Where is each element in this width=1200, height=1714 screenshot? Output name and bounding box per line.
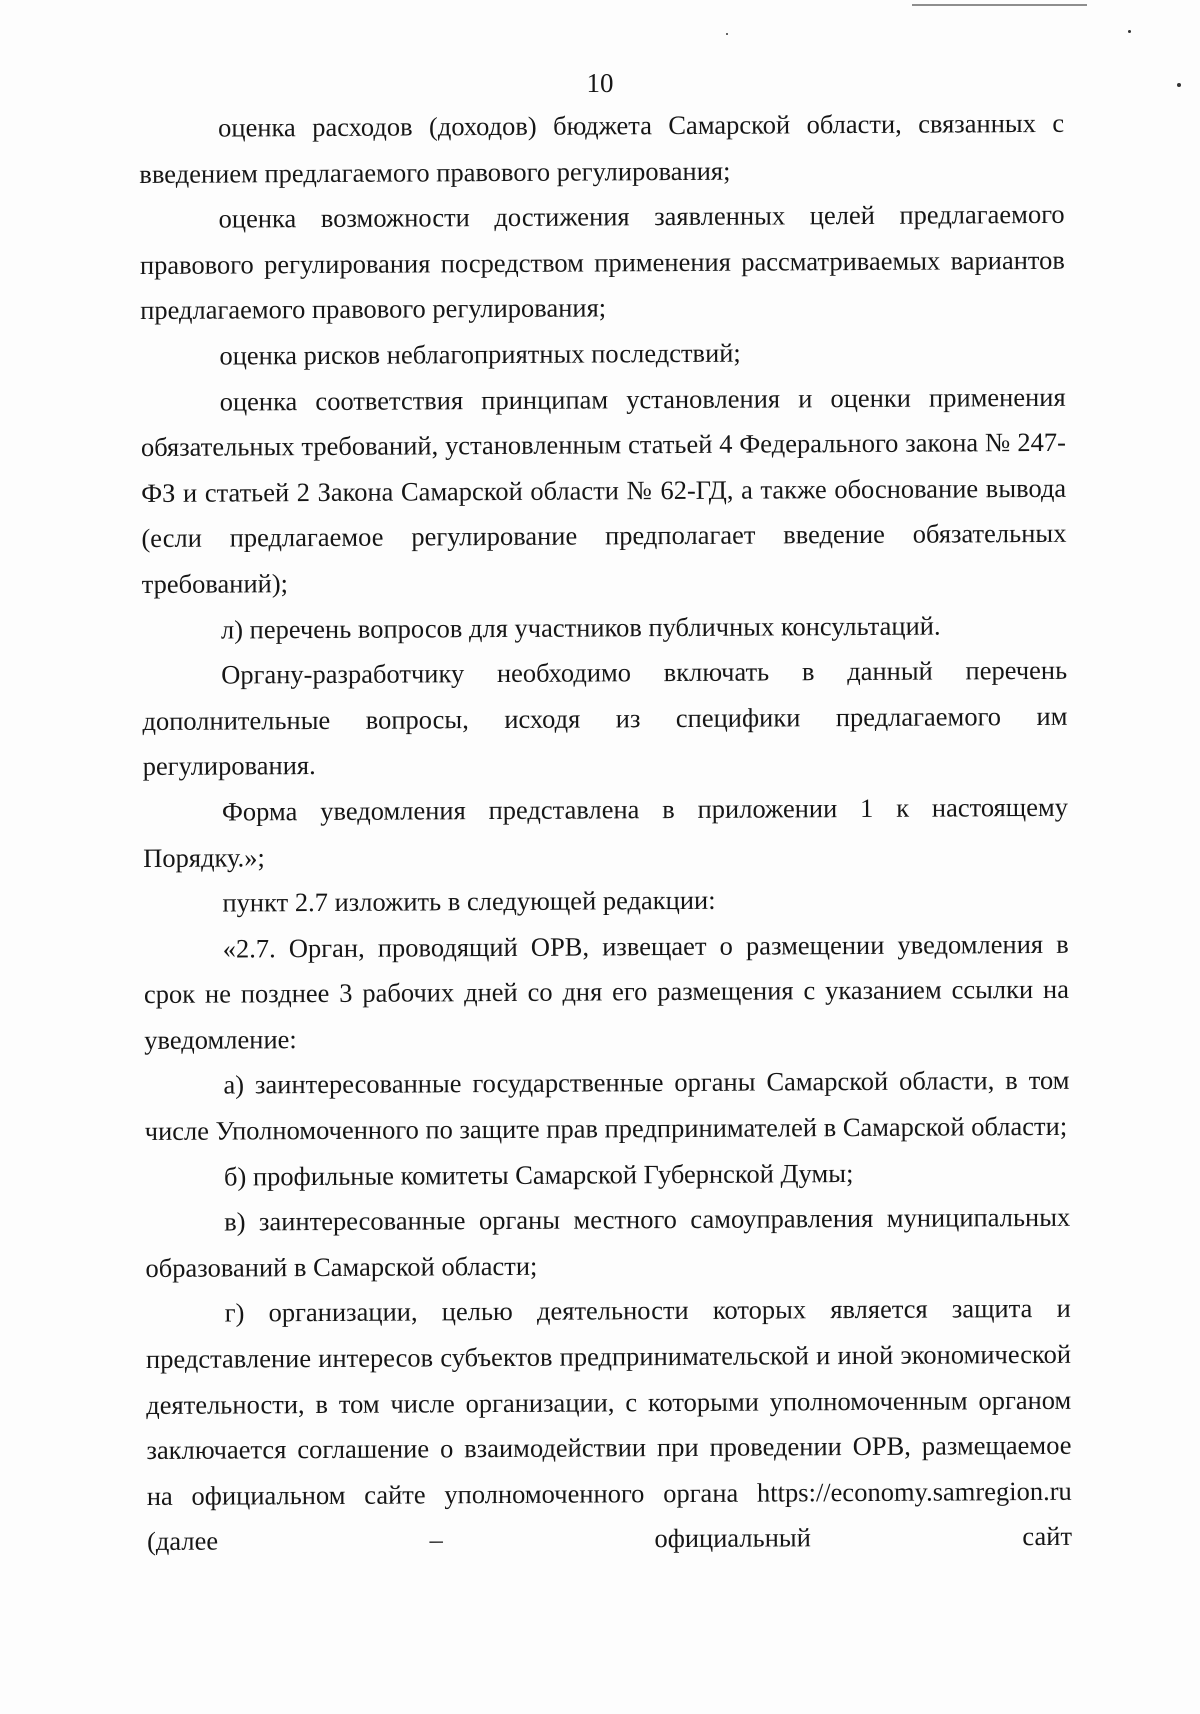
paragraph: оценка расходов (доходов) бюджета Самарской области, связанных с введением предлагаемого правового регулирования; <box>139 107 1065 189</box>
paragraph: а) заинтересованные государственные органы Самарской области, в том числе Уполномоченного по защите прав предпринимателей в Самарской области; <box>144 1065 1070 1147</box>
paragraph: оценка соответствия принципам установления и оценки применения обязательных требований, установленным статьей 4 Федерального закона № 247-ФЗ и статьей 2 Закона Самарской области № 62-ГД, а также обоснование вывода (если предлагаемое регулирование предполагает введение обязательных требований); <box>140 381 1067 599</box>
paragraph: Органу-разработчику необходимо включать в данный перечень дополнительные вопросы, исходя из специфики предлагаемого им регулирования. <box>142 654 1068 782</box>
scan-speck <box>1128 30 1131 33</box>
page-number: 10 <box>586 68 614 98</box>
paragraph: Форма уведомления представлена в приложении 1 к настоящему Порядку.»; <box>143 791 1069 873</box>
paragraph: л) перечень вопросов для участников публичных консультаций. <box>220 610 941 645</box>
paragraph: в) заинтересованные органы местного самоуправления муниципальных образований в Самарской области; <box>145 1202 1071 1283</box>
paragraph: оценка рисков неблагоприятных последствий; <box>219 337 741 371</box>
scan-speck <box>726 33 728 35</box>
paragraph: г) организации, целью деятельности которых является защита и представление интересов субъектов предпринимательской и иной экономической деятельности, в том числе организации, с которыми уполномоченным органом заключается соглашение о взаимодействии при проведении ОРВ, размещаемое на официальном сайте уполномоченного органа https://economy.samregion.ru (далее – официальный сайт <box>145 1293 1073 1557</box>
paragraph: б) профильные комитеты Самарской Губернской Думы; <box>223 1157 854 1192</box>
scan-artifact-line <box>912 4 1087 6</box>
document-body <box>139 101 1072 1565</box>
paragraph: пункт 2.7 изложить в следующей редакции: <box>222 884 716 918</box>
paragraph: «2.7. Орган, проводящий ОРВ, извещает о размещении уведомления в срок не позднее 3 рабочих дней со дня его размещения с указанием ссылки на уведомление: <box>143 928 1070 1055</box>
paragraph: оценка возможности достижения заявленных целей предлагаемого правового регулирования посредством применения рассматриваемых вариантов предлагаемого правового регулирования; <box>139 199 1065 326</box>
